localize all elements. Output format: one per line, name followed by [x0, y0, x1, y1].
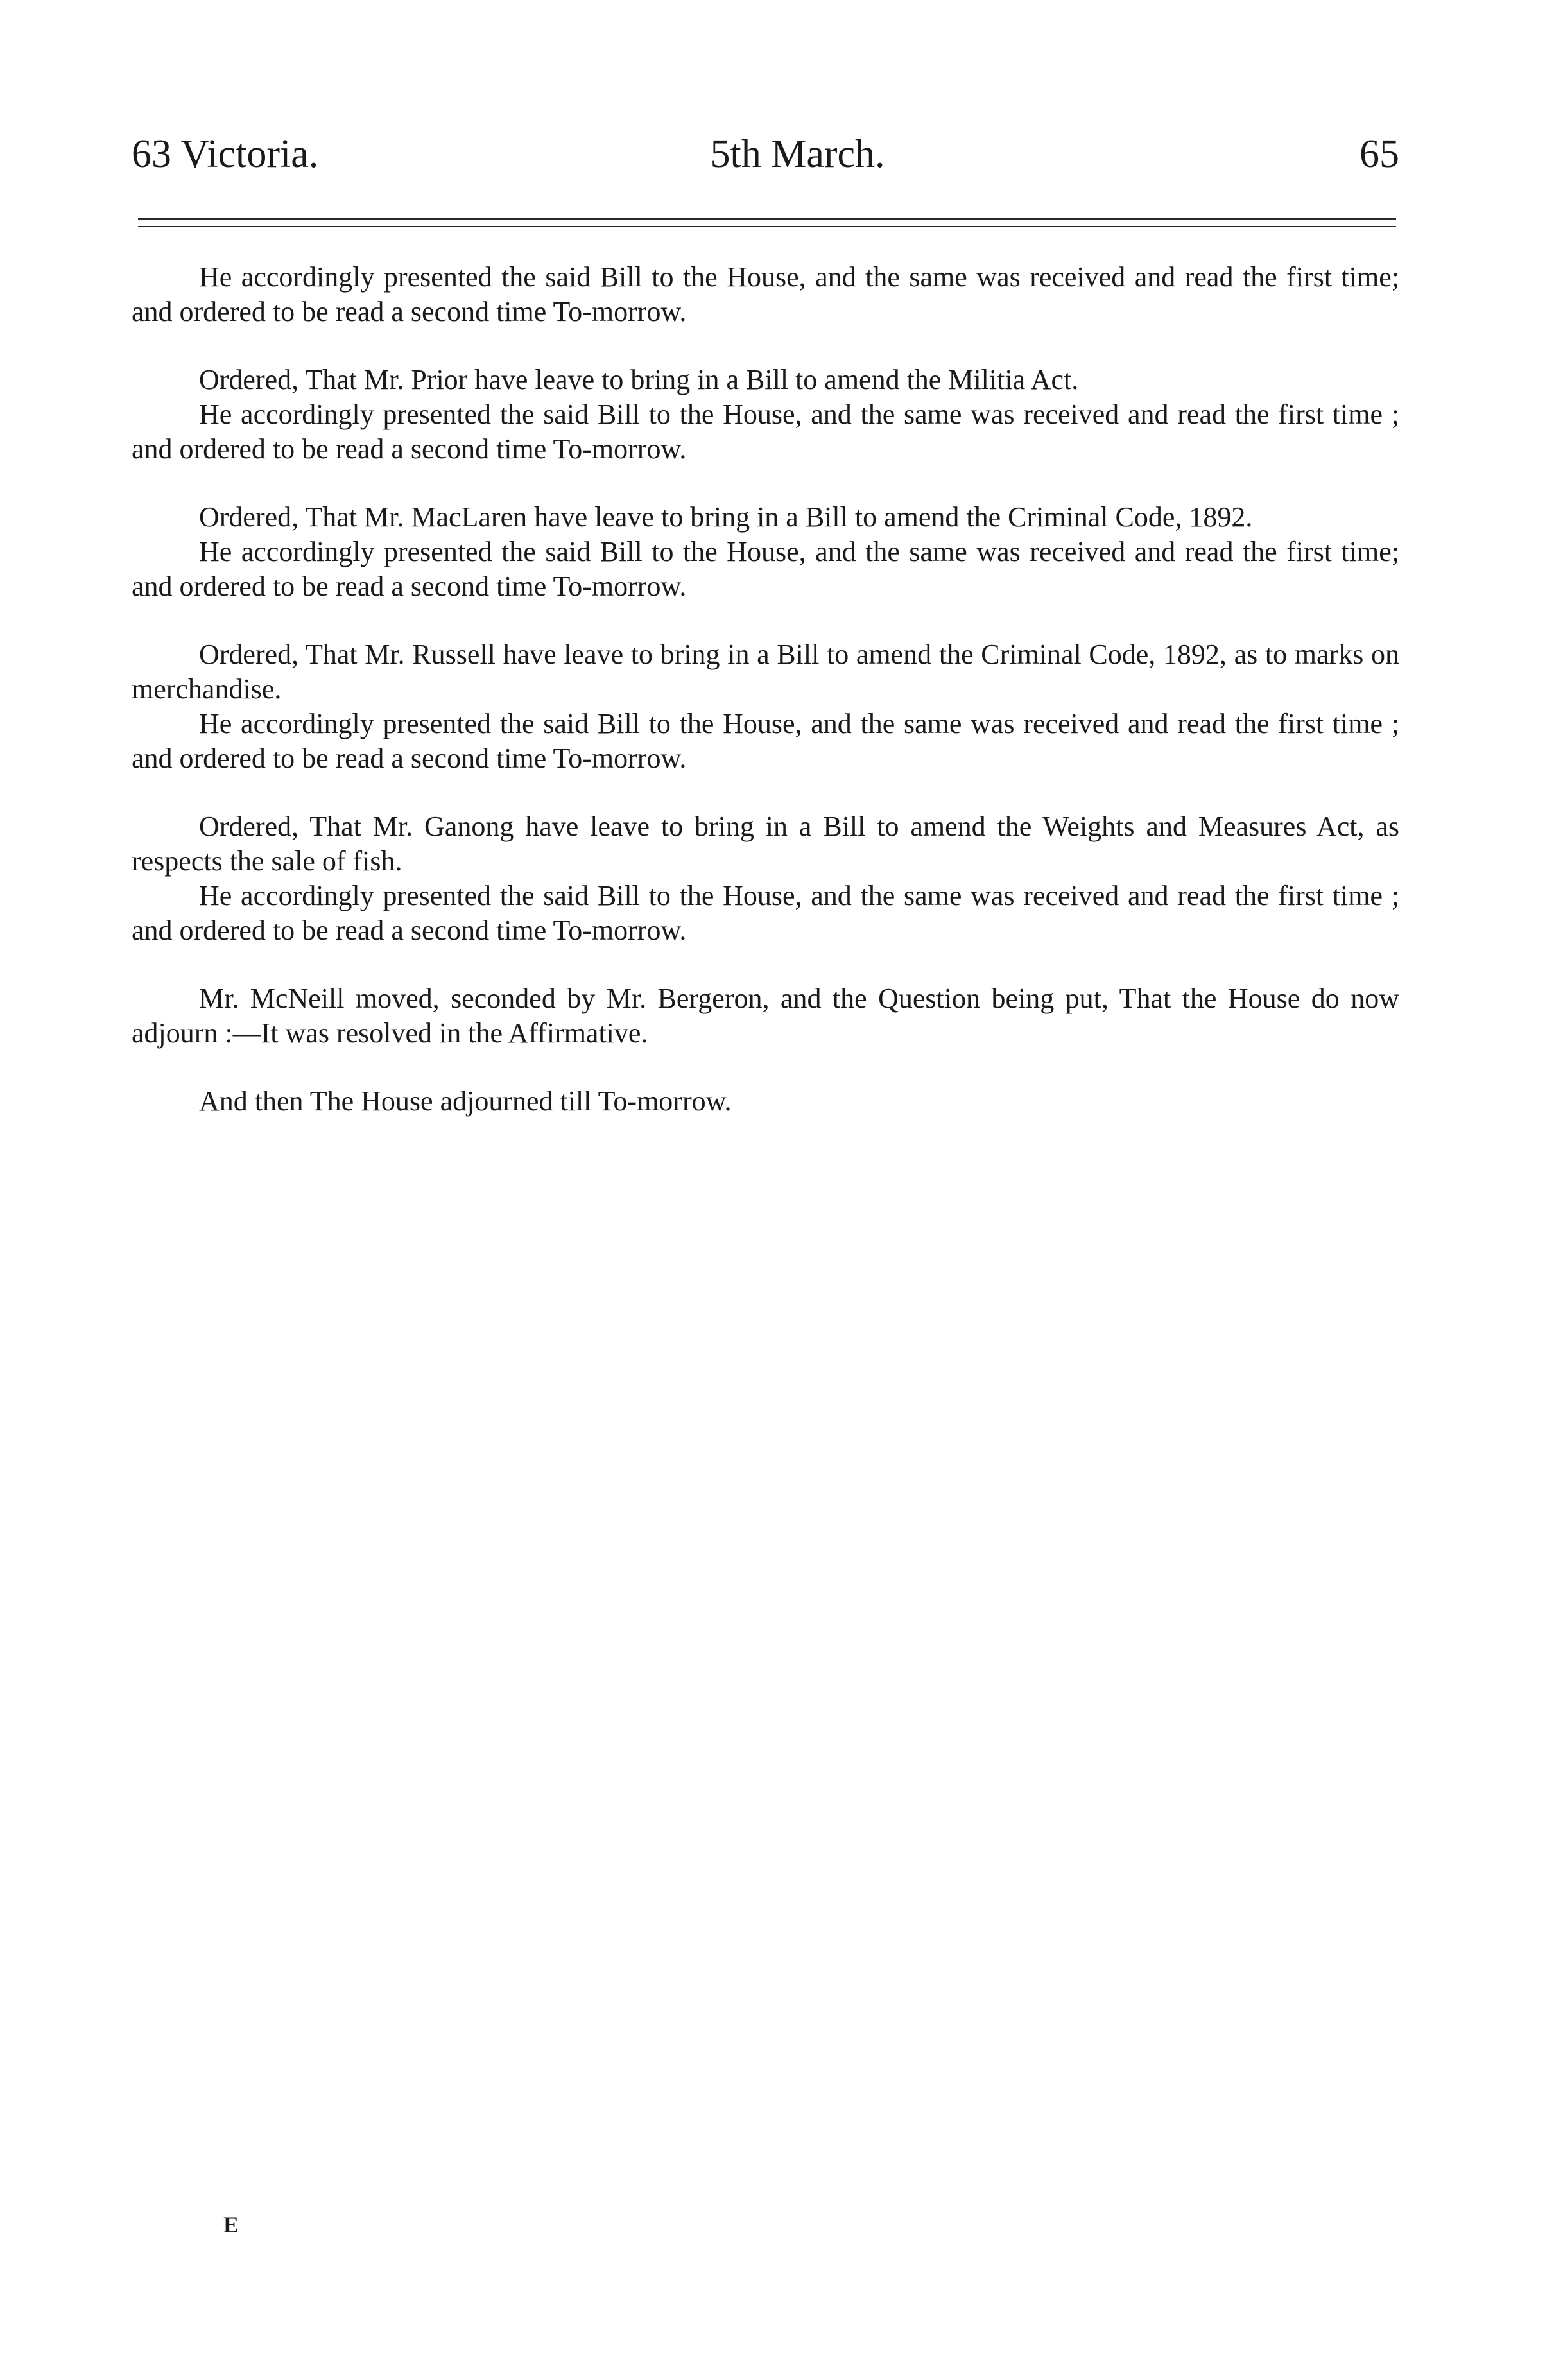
paragraph: He accordingly presented the said Bill to the House, and the same was received and read the first time; and ordered to be read a second time To-morrow.: [132, 536, 1399, 602]
header-date: 5th March.: [710, 132, 885, 176]
paragraph: Ordered, That Mr. Ganong have leave to bring in a Bill to amend the Weights and Measures Act, as respects the sale of fish.: [132, 811, 1399, 877]
header-session: 63 Victoria.: [132, 132, 319, 176]
paragraph: And then The House adjourned till To-morrow.: [199, 1085, 732, 1117]
paragraph: He accordingly presented the said Bill to the House, and the same was received and read the first time; and ordered to be read a second time To-morrow.: [132, 261, 1399, 327]
paragraph: Ordered, That Mr. Russell have leave to bring in a Bill to amend the Criminal Code, 1892, as to marks on merchandise.: [132, 639, 1399, 705]
signature-mark: E: [223, 2212, 239, 2238]
header-rule-top: [138, 218, 1396, 220]
paragraph: Ordered, That Mr. Prior have leave to bring in a Bill to amend the Militia Act.: [199, 364, 1079, 395]
journal-body: [132, 260, 1399, 1119]
paragraph: He accordingly presented the said Bill to the House, and the same was received and read the first time ; and ordered to be read a second time To-morrow.: [132, 708, 1399, 774]
paragraph: He accordingly presented the said Bill to the House, and the same was received and read the first time ; and ordered to be read a second time To-morrow.: [132, 399, 1399, 465]
page-header: [132, 132, 1399, 177]
paragraph: Mr. McNeill moved, seconded by Mr. Bergeron, and the Question being put, That the House do now adjourn :—It was resolved in the Affirmative.: [132, 983, 1399, 1049]
paragraph: He accordingly presented the said Bill to the House, and the same was received and read the first time ; and ordered to be read a second time To-morrow.: [132, 880, 1399, 946]
paragraph: Ordered, That Mr. MacLaren have leave to bring in a Bill to amend the Criminal Code, 1892.: [199, 501, 1253, 533]
page-number: 65: [1359, 132, 1399, 176]
header-rule-bottom: [138, 226, 1396, 227]
